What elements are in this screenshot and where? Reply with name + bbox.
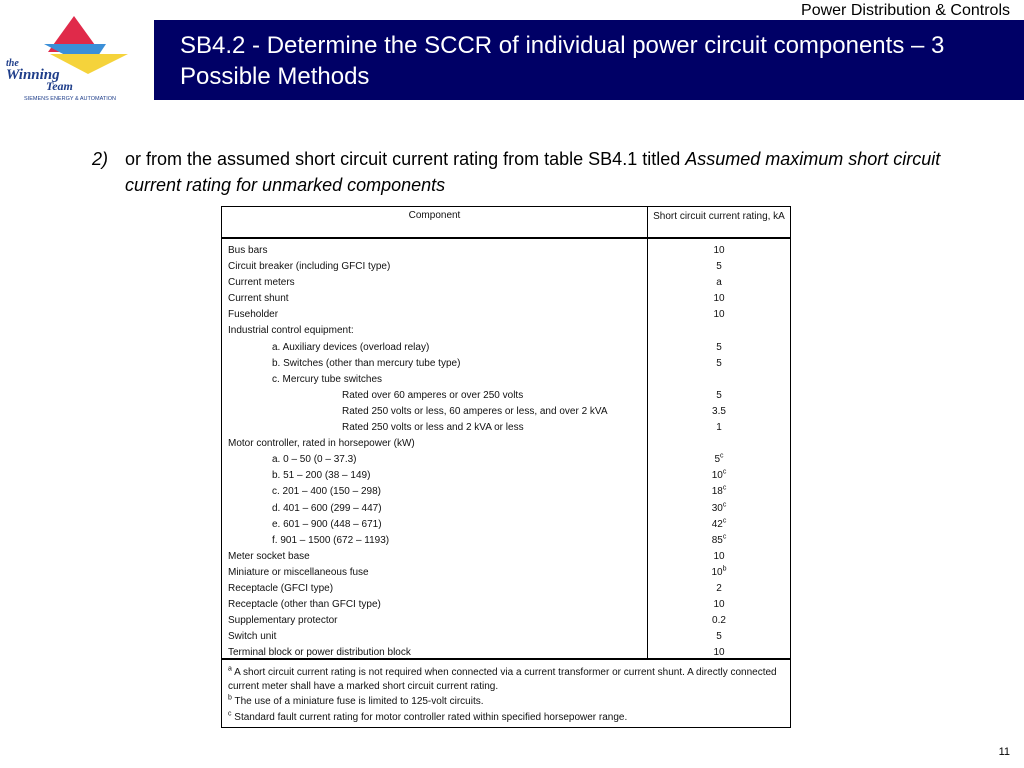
logo-word-team: Team <box>46 79 73 93</box>
footnote-text: The use of a miniature fuse is limited to 125-volt circuits. <box>231 696 484 707</box>
logo-word-winning: Winning <box>6 67 60 83</box>
rating-value: 5 <box>716 261 722 273</box>
table-row-component: Miniature or miscellaneous fuse <box>228 566 369 578</box>
table-row-component: Terminal block or power distribution block <box>228 647 411 659</box>
table-row-rating <box>648 533 790 549</box>
table-row-rating <box>648 581 790 597</box>
table-row-rating <box>648 468 790 484</box>
component-column <box>222 239 648 658</box>
rating-value: 18 <box>711 486 723 498</box>
table-footnotes <box>222 660 790 724</box>
table-row-rating <box>648 645 790 661</box>
table-header <box>222 207 790 239</box>
rating-value: 1 <box>716 422 722 434</box>
table-row-rating <box>648 613 790 629</box>
sccr-table <box>221 206 791 728</box>
winning-team-logo <box>4 14 152 102</box>
rating-value: 5 <box>716 341 722 353</box>
footnote-text: Standard fault current rating for motor controller rated within specified horsepower range. <box>231 711 628 723</box>
rating-footnote-mark: c <box>720 452 724 460</box>
table-row-component: Rated over 60 amperes or over 250 volts <box>342 389 524 401</box>
rating-value: 10 <box>713 293 725 305</box>
table-row-component: d. 401 – 600 (299 – 447) <box>272 502 382 514</box>
rating-value: 2 <box>716 582 722 594</box>
table-row-rating <box>648 597 790 613</box>
table-row-component: Meter socket base <box>228 550 310 562</box>
rating-value: 3.5 <box>712 405 726 417</box>
rating-value: 10 <box>711 470 723 482</box>
rating-value: 10 <box>713 647 725 659</box>
rating-value: 30 <box>711 502 723 514</box>
column-header-rating: Short circuit current rating, kA <box>653 211 785 222</box>
table-row-component: Motor controller, rated in horsepower (kW) <box>228 438 415 450</box>
table-row-component: c. Mercury tube switches <box>272 373 383 385</box>
logo-word-the: the <box>6 58 19 69</box>
table-row-component: Industrial control equipment: <box>228 325 354 337</box>
footnote <box>228 711 782 725</box>
table-row-component: Receptacle (GFCI type) <box>228 582 334 594</box>
table-row-component: Bus bars <box>228 245 268 256</box>
footnote-mark: b <box>228 694 232 702</box>
logo-tagline: SIEMENS ENERGY & AUTOMATION <box>24 96 116 102</box>
table-row-rating <box>648 372 790 388</box>
rating-value: 10 <box>711 566 723 578</box>
rating-column <box>648 239 790 658</box>
logo-graphic <box>4 14 152 102</box>
rating-value: 10 <box>713 309 725 321</box>
table-row-rating <box>648 340 790 356</box>
rating-footnote-mark: c <box>722 533 727 541</box>
rating-value: 5 <box>716 389 722 401</box>
table-row-component: Receptacle (other than GFCI type) <box>228 599 381 611</box>
table-row-rating <box>648 291 790 307</box>
table-row-component: a. 0 – 50 (0 – 37.3) <box>272 454 357 466</box>
footnote-mark: c <box>228 710 232 718</box>
rating-value: 5 <box>714 454 721 466</box>
rating-value: 42 <box>711 518 723 530</box>
table-row-component: Circuit breaker (including GFCI type) <box>228 261 391 273</box>
table-row-rating <box>648 629 790 645</box>
table-row-component: c. 201 – 400 (150 – 298) <box>272 486 381 498</box>
table-row-rating <box>648 549 790 565</box>
rating-value: 10 <box>713 550 725 562</box>
table-row-rating <box>648 420 790 436</box>
table-row-rating <box>648 484 790 500</box>
table-row-component: b. 51 – 200 (38 – 149) <box>272 470 371 482</box>
table-row-rating <box>648 452 790 468</box>
column-header-component: Component <box>222 207 648 237</box>
table-row-component: Current shunt <box>228 293 289 305</box>
rating-value: a <box>716 277 722 289</box>
table-row-component: f. 901 – 1500 (672 – 1193) <box>272 534 390 546</box>
page-number: 11 <box>998 746 1010 758</box>
footnote-mark: a <box>228 665 232 673</box>
table-body <box>222 239 790 660</box>
rating-footnote-mark: c <box>722 517 727 525</box>
rating-value: 85 <box>711 534 723 546</box>
rating-value: 0.2 <box>712 615 726 627</box>
section-label: Power Distribution & Controls <box>801 2 1010 19</box>
table-title: Assumed maximum short circuit current rating for unmarked components <box>125 149 941 195</box>
rating-value: 5 <box>716 631 722 643</box>
title-bar <box>154 20 1024 100</box>
rating-footnote-mark: c <box>722 485 727 493</box>
slide-title: SB4.2 - Determine the SCCR of individual power circuit components – 3 Possible Methods <box>180 32 945 90</box>
table-row-component: a. Auxiliary devices (overload relay) <box>272 341 430 353</box>
table-row-rating <box>648 356 790 372</box>
table-row-rating <box>648 275 790 291</box>
table-row-component: b. Switches (other than mercury tube type) <box>272 357 461 369</box>
footnote <box>228 695 782 709</box>
table-row-rating <box>648 259 790 275</box>
table-row-component: Current meters <box>228 277 295 289</box>
table-row-component: Rated 250 volts or less, 60 amperes or less, and over 2 kVA <box>342 405 608 417</box>
list-number: 2) <box>92 149 109 169</box>
table-row-component: Fuseholder <box>228 309 279 321</box>
rating-value: 10 <box>713 245 725 256</box>
table-row-rating <box>648 501 790 517</box>
rating-value: 10 <box>713 599 725 611</box>
table-row-rating <box>648 307 790 323</box>
table-row-rating <box>648 565 790 581</box>
table-row-rating <box>648 404 790 420</box>
intro-text: or from the assumed short circuit current rating from table SB4.1 titled <box>125 149 681 169</box>
rating-footnote-mark: c <box>722 468 727 476</box>
rating-footnote-mark: c <box>722 501 727 509</box>
table-row-component: e. 601 – 900 (448 – 671) <box>272 518 382 530</box>
table-row-rating <box>648 388 790 404</box>
table-row-component: Supplementary protector <box>228 615 338 627</box>
footnote-text: A short circuit current rating is not required when connected via a current transformer or current shunt. A directly connected current meter shall have a marked short circuit current rating. <box>228 667 777 692</box>
rating-footnote-mark: b <box>722 565 727 573</box>
table-row-rating <box>648 323 790 339</box>
table-row-component: Rated 250 volts or less and 2 kVA or less <box>342 422 524 434</box>
table-row-rating <box>648 436 790 452</box>
table-row-rating <box>648 243 790 259</box>
rating-value: 5 <box>716 357 722 369</box>
table-row-component: Switch unit <box>228 631 277 643</box>
footnote <box>228 666 782 693</box>
intro-paragraph <box>92 146 952 198</box>
table-row-rating <box>648 517 790 533</box>
